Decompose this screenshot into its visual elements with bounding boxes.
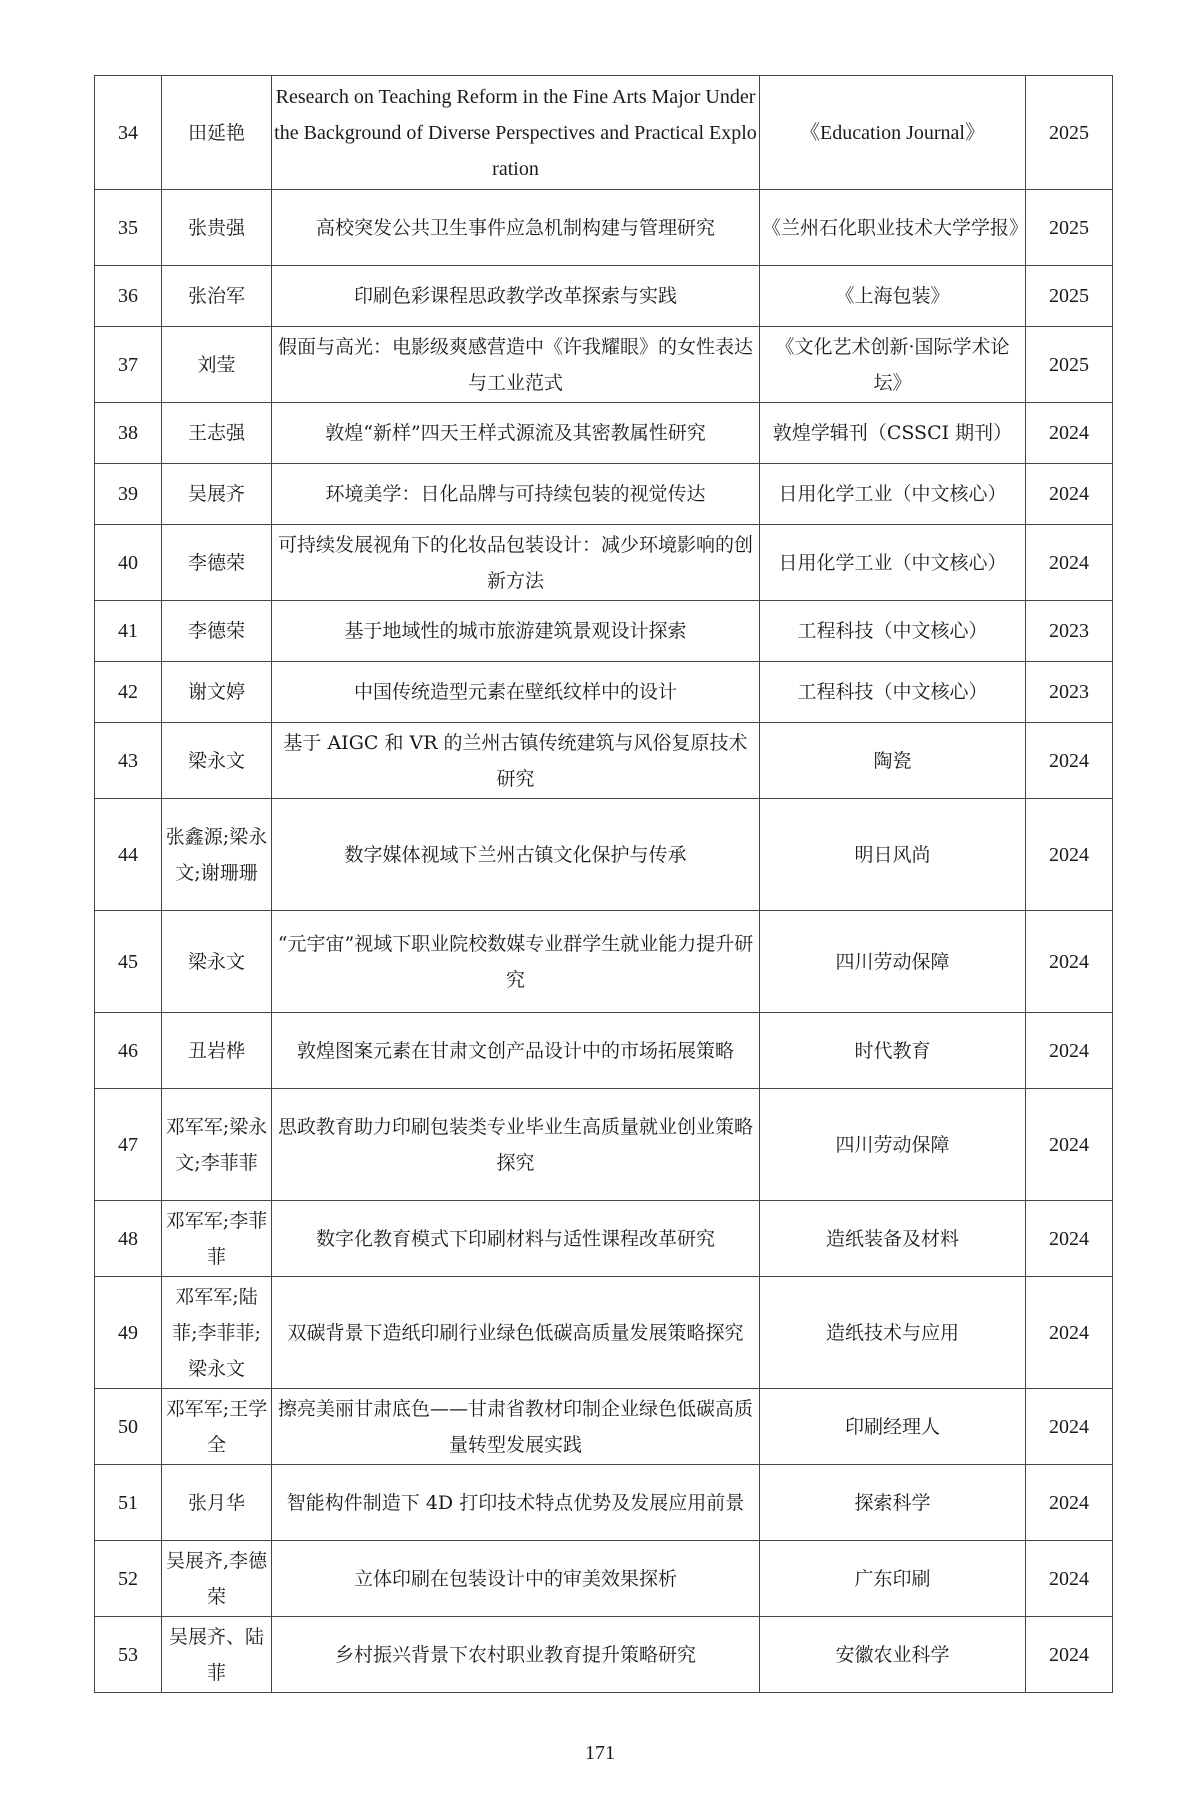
author-cell: 谢文婷 xyxy=(162,662,272,723)
row-number: 42 xyxy=(95,662,162,723)
title-cell: 智能构件制造下 4D 打印技术特点优势及发展应用前景 xyxy=(272,1465,760,1541)
page-number: 171 xyxy=(585,1742,615,1764)
year-cell: 2023 xyxy=(1026,601,1113,662)
table-row xyxy=(95,1617,1113,1693)
author-cell: 田延艳 xyxy=(162,76,272,190)
table-row xyxy=(95,1201,1113,1277)
journal-cell: 《上海包装》 xyxy=(760,266,1026,327)
year-cell: 2024 xyxy=(1026,1465,1113,1541)
journal-cell: 造纸装备及材料 xyxy=(760,1201,1026,1277)
table-row xyxy=(95,403,1113,464)
year-cell: 2025 xyxy=(1026,327,1113,403)
row-number: 44 xyxy=(95,799,162,911)
year-cell: 2024 xyxy=(1026,1089,1113,1201)
year-cell: 2024 xyxy=(1026,911,1113,1013)
row-number: 39 xyxy=(95,464,162,525)
author-cell: 李德荣 xyxy=(162,525,272,601)
title-cell: 数字媒体视域下兰州古镇文化保护与传承 xyxy=(272,799,760,911)
title-cell: 双碳背景下造纸印刷行业绿色低碳高质量发展策略探究 xyxy=(272,1277,760,1389)
journal-cell: 工程科技（中文核心） xyxy=(760,601,1026,662)
row-number: 43 xyxy=(95,723,162,799)
journal-cell: 陶瓷 xyxy=(760,723,1026,799)
row-number: 37 xyxy=(95,327,162,403)
year-cell: 2024 xyxy=(1026,799,1113,911)
table-row xyxy=(95,1465,1113,1541)
row-number: 53 xyxy=(95,1617,162,1693)
row-number: 49 xyxy=(95,1277,162,1389)
table-row xyxy=(95,1277,1113,1389)
author-cell: 张鑫源;梁永文;谢珊珊 xyxy=(162,799,272,911)
table-row xyxy=(95,464,1113,525)
year-cell: 2024 xyxy=(1026,1617,1113,1693)
year-cell: 2023 xyxy=(1026,662,1113,723)
title-cell: “元宇宙”视域下职业院校数媒专业群学生就业能力提升研究 xyxy=(272,911,760,1013)
journal-cell: 工程科技（中文核心） xyxy=(760,662,1026,723)
author-cell: 张治军 xyxy=(162,266,272,327)
year-cell: 2024 xyxy=(1026,1013,1113,1089)
table-row xyxy=(95,1089,1113,1201)
table-row xyxy=(95,1389,1113,1465)
author-cell: 吴展齐、陆菲 xyxy=(162,1617,272,1693)
row-number: 50 xyxy=(95,1389,162,1465)
title-cell: 基于地域性的城市旅游建筑景观设计探索 xyxy=(272,601,760,662)
year-cell: 2024 xyxy=(1026,464,1113,525)
journal-cell: 《文化艺术创新·国际学术论坛》 xyxy=(760,327,1026,403)
row-number: 41 xyxy=(95,601,162,662)
title-cell: 中国传统造型元素在壁纸纹样中的设计 xyxy=(272,662,760,723)
title-cell: 高校突发公共卫生事件应急机制构建与管理研究 xyxy=(272,190,760,266)
row-number: 51 xyxy=(95,1465,162,1541)
row-number: 34 xyxy=(95,76,162,190)
year-cell: 2024 xyxy=(1026,1201,1113,1277)
table-row xyxy=(95,911,1113,1013)
journal-cell: 日用化学工业（中文核心） xyxy=(760,525,1026,601)
table-row xyxy=(95,662,1113,723)
row-number: 45 xyxy=(95,911,162,1013)
table-row xyxy=(95,327,1113,403)
table-row xyxy=(95,723,1113,799)
row-number: 47 xyxy=(95,1089,162,1201)
title-cell: 思政教育助力印刷包装类专业毕业生高质量就业创业策略探究 xyxy=(272,1089,760,1201)
title-cell: 敦煌“新样”四天王样式源流及其密教属性研究 xyxy=(272,403,760,464)
author-cell: 刘莹 xyxy=(162,327,272,403)
journal-cell: 《Education Journal》 xyxy=(760,76,1026,190)
year-cell: 2024 xyxy=(1026,525,1113,601)
journal-cell: 日用化学工业（中文核心） xyxy=(760,464,1026,525)
year-cell: 2025 xyxy=(1026,266,1113,327)
year-cell: 2024 xyxy=(1026,723,1113,799)
author-cell: 梁永文 xyxy=(162,911,272,1013)
year-cell: 2024 xyxy=(1026,1389,1113,1465)
title-cell: Research on Teaching Reform in the Fine Arts Major Under the Background of Diverse Perspectives and Practical Exploration xyxy=(272,76,760,190)
author-cell: 邓军军;梁永文;李菲菲 xyxy=(162,1089,272,1201)
title-cell: 环境美学：日化品牌与可持续包装的视觉传达 xyxy=(272,464,760,525)
title-cell: 可持续发展视角下的化妆品包装设计：减少环境影响的创新方法 xyxy=(272,525,760,601)
journal-cell: 广东印刷 xyxy=(760,1541,1026,1617)
journal-cell: 探索科学 xyxy=(760,1465,1026,1541)
row-number: 48 xyxy=(95,1201,162,1277)
journal-cell: 安徽农业科学 xyxy=(760,1617,1026,1693)
year-cell: 2025 xyxy=(1026,76,1113,190)
table-row xyxy=(95,799,1113,911)
table-row xyxy=(95,190,1113,266)
author-cell: 王志强 xyxy=(162,403,272,464)
journal-cell: 造纸技术与应用 xyxy=(760,1277,1026,1389)
author-cell: 张月华 xyxy=(162,1465,272,1541)
author-cell: 邓军军;陆菲;李菲菲;梁永文 xyxy=(162,1277,272,1389)
year-cell: 2025 xyxy=(1026,190,1113,266)
journal-cell: 四川劳动保障 xyxy=(760,1089,1026,1201)
year-cell: 2024 xyxy=(1026,1277,1113,1389)
row-number: 46 xyxy=(95,1013,162,1089)
title-cell: 数字化教育模式下印刷材料与适性课程改革研究 xyxy=(272,1201,760,1277)
journal-cell: 印刷经理人 xyxy=(760,1389,1026,1465)
year-cell: 2024 xyxy=(1026,403,1113,464)
journal-cell: 四川劳动保障 xyxy=(760,911,1026,1013)
row-number: 40 xyxy=(95,525,162,601)
title-cell: 擦亮美丽甘肃底色——甘肃省教材印制企业绿色低碳高质量转型发展实践 xyxy=(272,1389,760,1465)
author-cell: 吴展齐,李德荣 xyxy=(162,1541,272,1617)
row-number: 36 xyxy=(95,266,162,327)
year-cell: 2024 xyxy=(1026,1541,1113,1617)
title-cell: 立体印刷在包装设计中的审美效果探析 xyxy=(272,1541,760,1617)
title-cell: 基于 AIGC 和 VR 的兰州古镇传统建筑与风俗复原技术研究 xyxy=(272,723,760,799)
title-cell: 敦煌图案元素在甘肃文创产品设计中的市场拓展策略 xyxy=(272,1013,760,1089)
journal-cell: 《兰州石化职业技术大学学报》 xyxy=(760,190,1026,266)
table-row xyxy=(95,1541,1113,1617)
table-row xyxy=(95,1013,1113,1089)
title-cell: 印刷色彩课程思政教学改革探索与实践 xyxy=(272,266,760,327)
author-cell: 张贵强 xyxy=(162,190,272,266)
author-cell: 李德荣 xyxy=(162,601,272,662)
journal-cell: 敦煌学辑刊（CSSCI 期刊） xyxy=(760,403,1026,464)
table-row xyxy=(95,601,1113,662)
table-row xyxy=(95,525,1113,601)
author-cell: 丑岩桦 xyxy=(162,1013,272,1089)
publications-table-body xyxy=(95,76,1113,1693)
title-cell: 乡村振兴背景下农村职业教育提升策略研究 xyxy=(272,1617,760,1693)
row-number: 35 xyxy=(95,190,162,266)
table-row xyxy=(95,266,1113,327)
table-row xyxy=(95,76,1113,190)
row-number: 52 xyxy=(95,1541,162,1617)
author-cell: 梁永文 xyxy=(162,723,272,799)
row-number: 38 xyxy=(95,403,162,464)
author-cell: 吴展齐 xyxy=(162,464,272,525)
author-cell: 邓军军;李菲菲 xyxy=(162,1201,272,1277)
publications-table xyxy=(94,75,1113,1693)
title-cell: 假面与高光：电影级爽感营造中《许我耀眼》的女性表达与工业范式 xyxy=(272,327,760,403)
journal-cell: 时代教育 xyxy=(760,1013,1026,1089)
journal-cell: 明日风尚 xyxy=(760,799,1026,911)
author-cell: 邓军军;王学全 xyxy=(162,1389,272,1465)
